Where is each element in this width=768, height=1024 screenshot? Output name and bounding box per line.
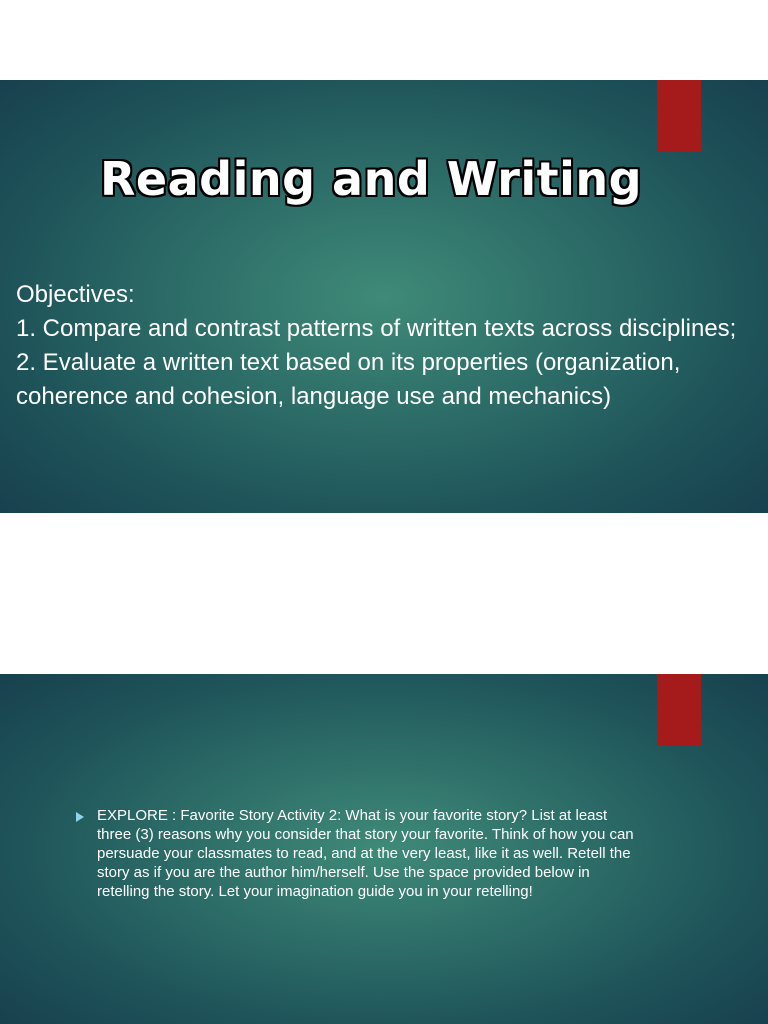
accent-bar <box>657 80 701 152</box>
objectives-heading: Objectives: <box>16 281 135 308</box>
objective-item-1: 1. Compare and contrast patterns of written texts across disciplines; <box>16 315 737 342</box>
accent-bar <box>657 674 701 746</box>
slide-title: Reading and Writing <box>100 152 643 206</box>
explore-text: EXPLORE : Favorite Story Activity 2: What is your favorite story? List at least three (3) reasons why you consider that story your favorite. Think of how you can persuade your classmates to read, and at the very least, like it as well. Retell the story as if you are the author him/herself. Use the space provided below in retelling the story. Let your imagination guide you in your retelling! <box>97 807 634 900</box>
triangle-bullet-icon <box>76 812 84 822</box>
objectives-block <box>16 278 761 414</box>
explore-bullet <box>76 806 636 901</box>
slide-explore <box>0 674 768 1024</box>
objective-item-2: 2. Evaluate a written text based on its properties (organization, coherence and cohesion, language use and mechanics) <box>16 349 681 410</box>
slide-objectives <box>0 80 768 513</box>
